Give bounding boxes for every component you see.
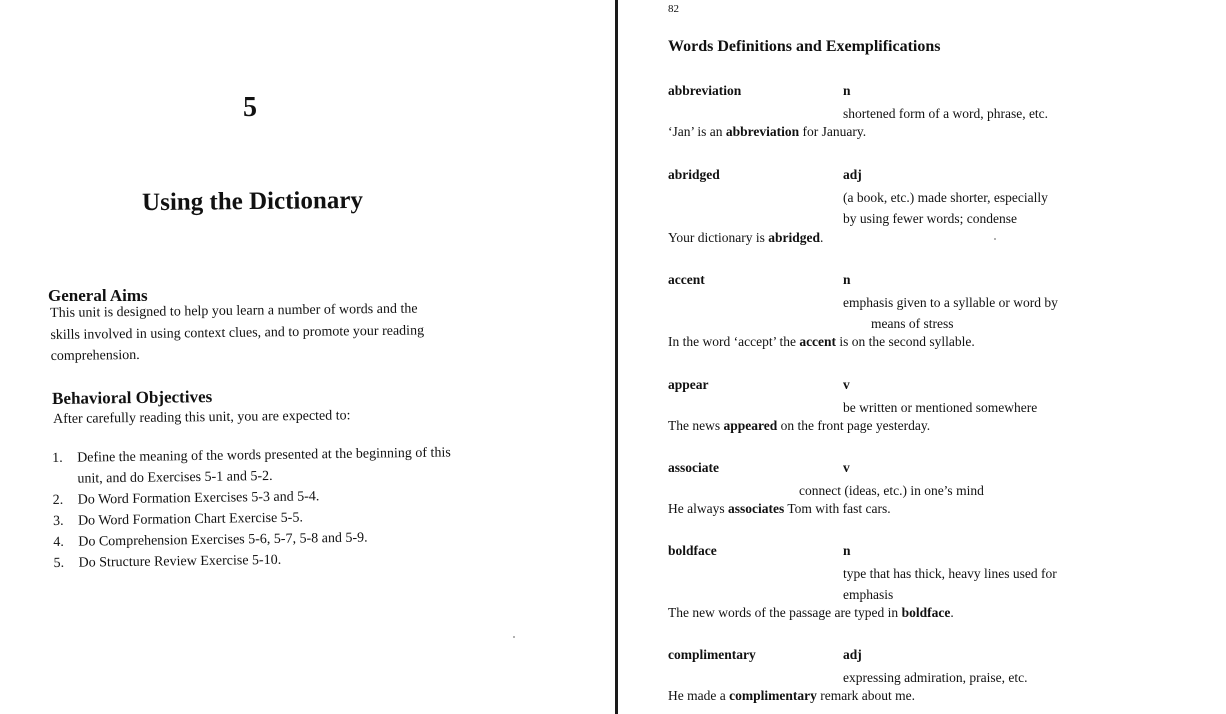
list-number: 1. [52,450,63,466]
list-item-text: Do Word Formation Exercises 5-3 and 5-4. [77,489,320,508]
entry-word: abridged [668,167,720,182]
example-text: remark about me. [816,688,916,703]
list-item-text: Do Word Formation Chart Exercise 5-5. [77,510,304,529]
entry-part-of-speech: adj [843,167,862,182]
definition-line: be written or mentioned somewhere [843,400,1038,415]
example-text: . [820,230,824,245]
example-text: on the front page yesterday. [777,418,931,433]
definition-line: (a book, etc.) made shorter, especially [843,190,1048,205]
general-aims-text [50,298,481,368]
definition-line: means of stress [871,316,954,331]
page-number: 82 [668,3,679,15]
example-text: He made a [668,688,730,703]
example-text: for January. [799,124,867,139]
chapter-title: Using the Dictionary [141,186,364,217]
entry-definition [843,187,1093,229]
list-item-text: Do Structure Review Exercise 5-10. [78,552,282,571]
definition-line: expressing admiration, praise, etc. [843,670,1028,685]
example-text: The news [668,418,724,433]
list-item-text: Define the meaning of the words presented at the beginning of this [77,445,451,466]
definition-line: connect (ideas, etc.) in one’s mind [799,483,984,498]
example-text: . [950,605,954,620]
right-page [618,0,1226,714]
entry-definition [799,480,1049,501]
entry-word: boldface [668,543,717,558]
entry-definition [843,292,1093,334]
entry-part-of-speech: v [843,460,850,475]
general-aims-heading: General Aims [48,286,148,305]
example-keyword: accent [799,334,837,349]
definition-line: emphasis given to a syllable or word by [843,295,1058,310]
entry-part-of-speech: n [843,272,851,287]
entry-definition [843,397,1093,418]
entry-example [668,124,866,140]
entry-part-of-speech: n [843,543,851,558]
list-item-text: unit, and do Exercises 5-1 and 5-2. [77,468,273,487]
entry-word: accent [668,272,705,287]
definition-line: type that has thick, heavy lines used for [843,566,1057,581]
entry-example [668,230,823,246]
example-keyword: abbreviation [725,124,800,139]
example-keyword: boldface [901,605,951,620]
example-text: The new words of the passage are typed in [668,605,902,620]
entry-part-of-speech: adj [843,647,862,662]
chapter-number: 5 [243,92,257,123]
general-aims-line: comprehension. [50,347,140,364]
example-keyword: appeared [723,418,778,433]
list-number: 4. [53,534,64,550]
entry-word: abbreviation [668,83,742,98]
example-text: In the word ‘accept’ the [668,334,800,349]
list-item [52,442,483,490]
scan-speck [513,636,515,638]
list-number: 3. [52,513,64,529]
example-keyword: complimentary [729,688,817,703]
scan-speck [994,238,996,240]
entry-example [668,688,915,704]
entry-part-of-speech: v [843,377,850,392]
entry-definition [843,667,1093,688]
entry-definition [843,563,1093,605]
general-aims-line: This unit is designed to help you learn a number of words and the [50,301,418,321]
example-text: He always [668,501,728,516]
entry-definition [843,103,1093,124]
example-text: Tom with fast cars. [784,501,891,516]
example-keyword: associates [727,501,785,516]
definition-line: by using fewer words; condense [843,211,1017,226]
entry-example [668,334,975,350]
list-number: 2. [52,492,64,508]
entries-title: Words Definitions and Exemplifications [668,38,941,55]
entry-part-of-speech: n [843,83,851,98]
entry-example [668,501,891,517]
objectives-heading: Behavioral Objectives [52,387,213,408]
example-text: is on the second syllable. [836,334,975,349]
objectives-intro: After carefully reading this unit, you are expected to: [53,408,351,427]
entry-word: associate [668,460,719,475]
entry-word: complimentary [668,647,756,662]
list-item-text: Do Comprehension Exercises 5-6, 5-7, 5-8 and 5-9. [78,530,368,550]
example-text: ‘Jan’ is an [668,124,726,139]
entry-example [668,605,954,621]
entry-word: appear [668,377,709,392]
example-keyword: abridged [768,230,821,245]
entry-example [668,418,930,434]
objectives-list [52,442,484,574]
definition-line: shortened form of a word, phrase, etc. [843,106,1049,121]
list-number: 5. [53,555,65,571]
example-text: Your dictionary is [668,230,769,245]
definition-line: emphasis [843,587,894,602]
general-aims-line: skills involved in using context clues, and to promote your reading [50,322,425,343]
